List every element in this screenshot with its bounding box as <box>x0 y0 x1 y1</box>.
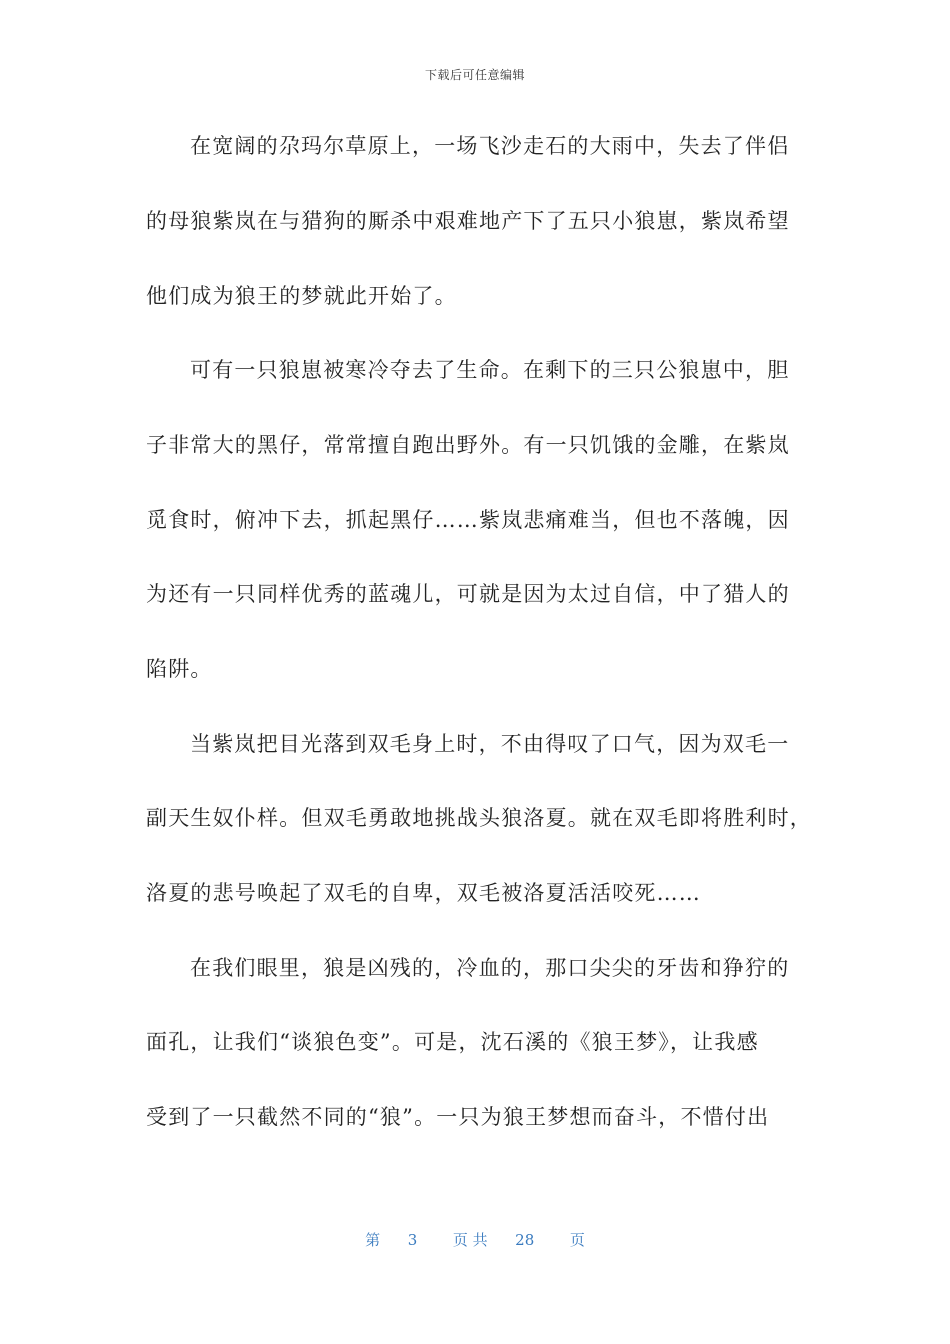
text-line: 陷阱。 <box>146 657 213 681</box>
text-line: 面孔，让我们“谈狼色变”。可是，沈石溪的《狼王梦》，让我感 <box>146 1030 759 1054</box>
footer-middle: 页 共 <box>452 1231 488 1249</box>
footer-suffix: 页 <box>569 1231 585 1249</box>
page-header: 下载后可任意编辑 <box>424 68 525 82</box>
text-line: 在宽阔的尕玛尔草原上，一场飞沙走石的大雨中，失去了伴侣 <box>190 134 790 158</box>
text-line: 的母狼紫岚在与猎狗的厮杀中艰难地产下了五只小狼崽，紫岚希望 <box>146 209 790 233</box>
total-pages-number: 28 <box>515 1231 535 1249</box>
text-line: 在我们眼里，狼是凶残的，冷血的，那口尖尖的牙齿和狰狞的 <box>190 956 790 980</box>
text-line: 洛夏的悲号唤起了双毛的自卑，双毛被洛夏活活咬死…… <box>146 881 701 905</box>
text-line: 当紫岚把目光落到双毛身上时，不由得叹了口气，因为双毛一 <box>190 732 790 756</box>
text-line: 受到了一只截然不同的“狼”。一只为狼王梦想而奋斗，不惜付出 <box>146 1105 770 1129</box>
footer-prefix: 第 <box>365 1231 381 1249</box>
text-line: 为还有一只同样优秀的蓝魂儿，可就是因为太过自信，中了猎人的 <box>146 582 790 606</box>
text-line: 可有一只狼崽被寒冷夺去了生命。在剩下的三只公狼崽中，胆 <box>190 358 790 382</box>
page-footer <box>0 1229 950 1250</box>
text-line: 觅食时，俯冲下去，抓起黑仔……紫岚悲痛难当，但也不落魄，因 <box>146 508 790 532</box>
text-line: 副天生奴仆样。但双毛勇敢地挑战头狼洛夏。就在双毛即将胜利时， <box>146 806 812 830</box>
current-page-number: 3 <box>407 1231 418 1249</box>
text-line: 他们成为狼王的梦就此开始了。 <box>146 284 457 308</box>
text-line: 子非常大的黑仔，常常擅自跑出野外。有一只饥饿的金雕，在紫岚 <box>146 433 790 457</box>
